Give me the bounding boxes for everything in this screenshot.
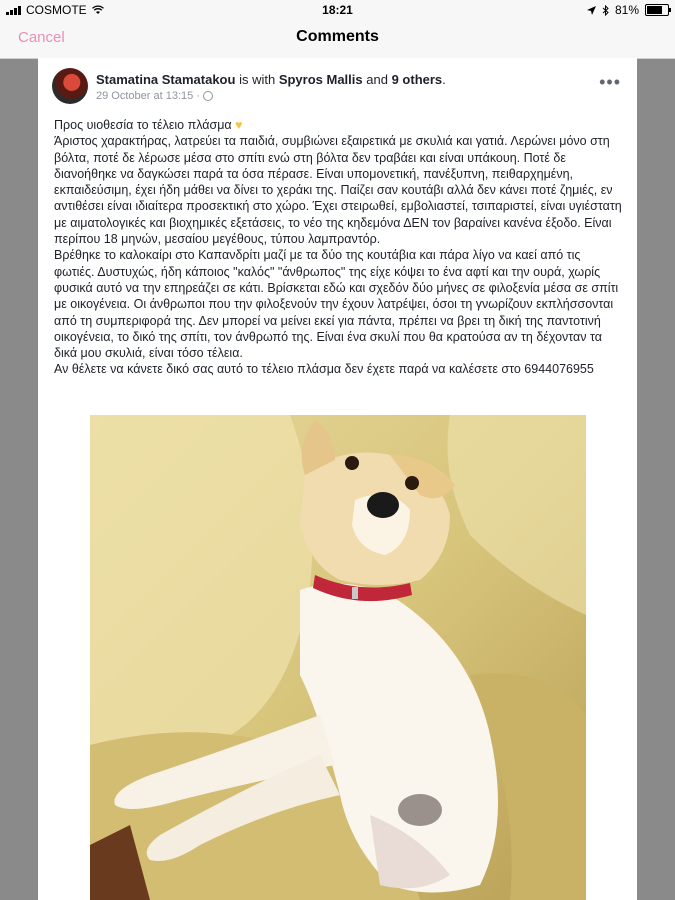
status-time: 18:21 — [322, 3, 353, 17]
with-text: is with — [239, 72, 276, 87]
post-paragraph: Βρέθηκε το καλοκαίρι στο Καπανδρίτι μαζί με τα δύο της κουτάβια και πάρα λίγο να καεί από τις φωτιές. Δυστυχώς, ήδη κάποιος "καλός" "άνθρωπος" της είχε κόψει το ένα αφτί και την ουρά, χωρίς φυσικά αυτό να την επηρεάζει σε κάτι. Βρίσκεται εδώ και σχεδόν δύο μήνες σε φιλοξενία μέσα σε σπίτι με οικογένεια. Οι άνθρωποι που την φιλοξενούν την έχουν λατρέψει, όσοι τη γνωρίζουν εκπλήσσονται από τη συμπεριφορά της. Δεν μπορεί να μείνει εκεί για πάντα, πρέπει να βρει τη δική της παντοτινή οικογένεια, το δικό της σπίτι, τον άνθρωπό της. Είναι ένα σκυλί που θα κρατούσα αν τη δέχονταν τα δικά μου σκυλιά, είναι τόσο τέλεια. — [54, 248, 619, 361]
post-paragraph: Αν θέλετε να κάνετε δικό σας αυτό το τέλειο πλάσμα δεν έχετε παρά να καλέσετε στο 6944076955 — [54, 362, 594, 377]
author-name[interactable]: Stamatina Stamatakou — [96, 72, 236, 87]
tagged-person[interactable]: Spyros Mallis — [278, 72, 363, 87]
post-header — [52, 68, 627, 108]
battery-percent: 81% — [614, 3, 639, 17]
nav-bar — [0, 20, 675, 59]
carrier-name: COSMOTE — [26, 3, 87, 17]
more-options-button[interactable]: ••• — [599, 72, 621, 92]
post-paragraph: Άριστος χαρακτήρας, λατρεύει τα παιδιά, συμβιώνει εξαιρετικά με σκυλιά και γατιά. Λερώνει μόνο στη βόλτα, ποτέ δε λέρωσε μέσα στο σπίτι ενώ στη βόλτα δεν τραβάει και είναι υπάκουη. Ποτέ δε διανοήθηκε να δαγκώσει παρά τα όσα πέρασε. Είναι υπομονετική, πανέξυπνη, πειθαρχημένη, εκπαιδεύσιμη, έχει ήδη μάθει να δίνει το χεράκι της. Παίζει σαν κουτάβι αλλά δεν κάνει ποτέ ζημιές, εν αντιθέσει είναι ιδιαίτερα προσεκτική στο χώρο. Έχει στειρωθεί, εμβολιαστεί, τσιπαριστεί, είναι υγιέστατη με αιματολογικές και βιοχημικές εξετάσεις, το νέο της κηδεμόνα ΔΕΝ τον βαραίνει κανένα έξοδο. Είναι περίπου 18 μηνών, μεσαίου μεγέθους, τύπου λαμπραντόρ. — [54, 134, 622, 247]
battery-icon — [645, 4, 669, 16]
post-text — [54, 117, 624, 378]
location-arrow-icon — [587, 6, 596, 15]
post-meta: 29 October at 13:15 · — [96, 90, 213, 102]
post-date[interactable]: 29 October at 13:15 — [96, 90, 194, 102]
nav-title: Comments — [296, 28, 379, 45]
status-bar — [0, 0, 675, 20]
yellow-heart-icon: ♥ — [235, 118, 243, 132]
post-card — [38, 58, 637, 900]
dog-photo-illustration — [90, 415, 586, 900]
cancel-button[interactable]: Cancel — [18, 29, 65, 46]
others-link[interactable]: 9 others — [391, 72, 443, 87]
post-photo[interactable] — [90, 415, 586, 900]
avatar[interactable] — [52, 68, 88, 104]
status-right — [587, 3, 669, 17]
bluetooth-icon — [602, 5, 609, 16]
post-paragraph: Προς υιοθεσία το τέλειο πλάσμα — [54, 118, 232, 132]
and-text: and — [366, 72, 388, 87]
globe-icon — [203, 91, 213, 101]
battery-level — [647, 6, 662, 14]
author-line: Stamatina Stamatakou is with Spyros Mallis and 9 others. — [96, 72, 446, 87]
